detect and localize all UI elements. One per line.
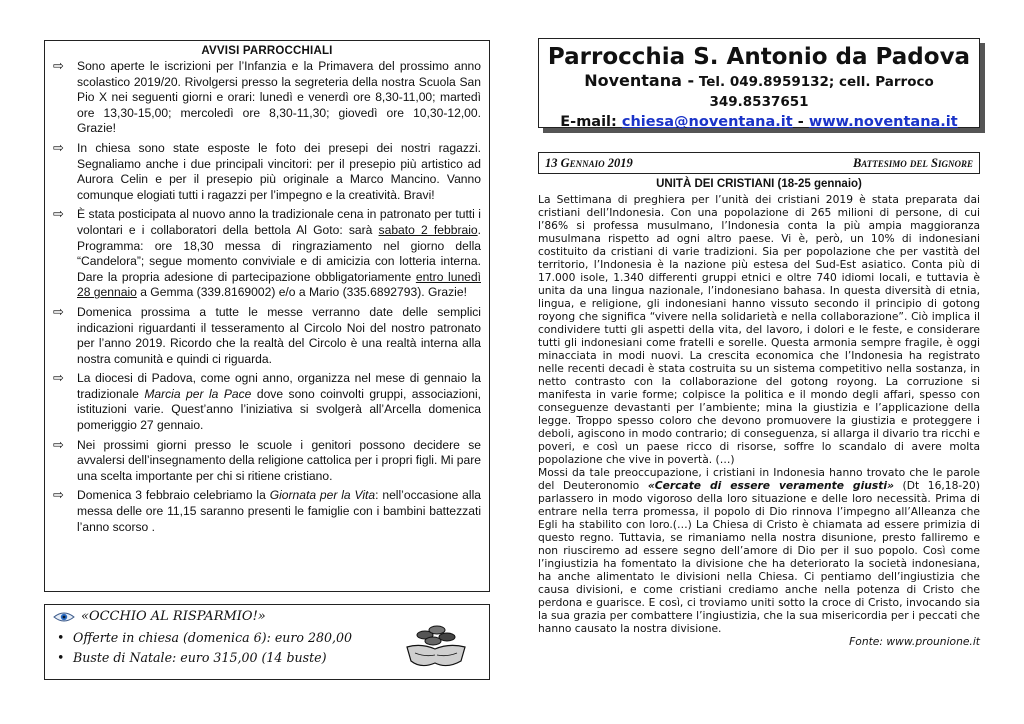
article-title: UNITÀ DEI CRISTIANI (18-25 gennaio) [656,178,862,190]
list-item: ⇨ È stata posticipata al nuovo anno la tradizionale cena in patronato per tutti i volontari e i collaboratori della bettola Al Goto: sarà sabato 2 febbraio. Programma: ore 18,30 messa di ringraziamento nel giorno della “Candelora”; segue momento conviviale e di amicizia con lotteria interna. Dare la propria adesione di partecipazione obbligatoriamente entro lunedì 28 gennaio a Gemma (339.8169002) e/o a Mario (335.6892793). Grazie! [53,207,481,300]
eye-icon [53,611,75,623]
article-body [538,193,980,648]
parish-header [538,38,980,128]
avvisi-box [44,40,490,592]
website-link[interactable]: www.noventana.it [808,114,958,130]
list-item: ⇨ Sono aperte le iscrizioni per l’Infanzia e la Primavera del prossimo anno scolastico 2019/20. Rivolgersi presso la segreteria della nostra Scuola San Pio X nei seguenti giorni e orari: lunedì e venerdì ore 8,30-11,00; martedì ore 13,30-15,00; mercoledì ore 8,30-11,30; giovedì ore 10,30-12,00. Grazie! [53,59,481,136]
list-item: ⇨ La diocesi di Padova, come ogni anno, organizza nel mese di gennaio la tradizionale Marcia per la Pace dove sono coinvolti gruppi, associazioni, istituzioni varie. Quest’anno l’iniziativa si svolgerà all’Arcella domenica pomeriggio 27 gennaio. [53,371,481,433]
article-paragraph: La Settimana di preghiera per l’unità dei cristiani 2019 è stata preparata dai cristiani dell’Indonesia. Con una popolazione di 265 milioni di persone, di cui l’86% si professa musulmano, l’Indonesia conta la più ampia maggioranza musulmana rispetto ad ogni altro paese. Vi è, però, un 10% di indonesiani costituito da cristiani di varie tradizioni. Sia per popolazione che per vastità del territorio, l’Indonesia è la nazione più estesa del Sud-Est asiatico. Conta più di 17.000 isole, 1.340 differenti gruppi etnici e oltre 740 idiomi locali, e tuttavia è unita da una lingua nazionale, l’indonesiano bahasa. In questa diversità di etnia, lingua, e religione, gli indonesiani hanno vissuto secondo il principio di gotong royong che significa “vivere nella solidarietà e nella collaborazione”. Ciò implica il condividere tutti gli aspetti della vita, del lavoro, i dolori e le feste, e considerare tutti gli indonesiani come fratelli e sorelle. Questa armonia sempre fragile, è oggi minacciata in modi nuovi. La crescita economica che l’Indonesia ha registrato nelle recenti decadi è stata costruita su un sistema competitivo nella sostanza, in netto contrasto con la collaborazione del gotong royong. La corruzione si manifesta in varie forme; colpisce la politica e il mondo degli affari, spesso con conseguenze devastanti per l’ambiente; mina la giustizia e l’applicazione della legge. Troppo spesso coloro che devono promuovere la giustizia e proteggere i deboli, agiscono in modo contrario; di conseguenza, si allarga il divario tra ricchi e poveri, e così un paese ricco di risorse, soffre lo scandalo di avere molta popolazione che vive in povertà. (…) [538,193,980,466]
arrow-icon: ⇨ [53,207,64,223]
email-link[interactable]: chiesa@noventana.it [621,114,793,130]
hands-with-coins-icon [401,617,471,671]
list-item: ⇨ Nei prossimi giorni presso le scuole i genitori possono decidere se avvalersi dell’insegnamento della religione cattolica per i propri figli. Mi pare una scelta importante per chi si ritiene cristiano. [53,437,482,483]
bible-quote: «Cercate di essere veramente giusti» [647,479,894,492]
dinner-date: sabato 2 febbraio [378,222,478,237]
liturgical-feast: Battesimo del Signore [852,155,973,170]
arrow-icon: ⇨ [53,488,64,504]
contacts-line [539,71,979,112]
list-item: ⇨ Domenica prossima a tutte le messe verranno date delle semplici indicazioni riguardanti il tesseramento al Circolo Noi del nostro patronato per l’anno 2019. Ricordo che la realtà del Circolo è una realtà interna alla nostra comunità e quindi ci riguarda. [53,304,481,366]
avvisi-list [53,59,481,535]
date-bar [538,152,980,174]
arrow-icon: ⇨ [53,59,64,74]
email-line: E-mail: chiesa@noventana.it - www.noventana.it [560,114,958,130]
article-paragraph: Mossi da tale preoccupazione, i cristiani in Indonesia hanno trovato che le parole del Deuteronomio «Cercate di essere veramente giusti» (Dt 16,18-20) parlassero in modo vigoroso della loro situazione e delle loro necessità. Prima di entrare nella terra promessa, il popolo di Dio rinnova l’impegno all’Alleanza che Egli ha stabilito con loro.(…) La Chiesa di Cristo è chiamata ad essere primizia di questo regno. Tuttavia, se rimaniamo nella nostra disunione, presto falliremo e non riusciremo ad essere segno dell’amore di Dio per il suo popolo. Così come l’ingiustizia ha fomentato la divisione che ha deteriorato la società indonesiana, ha anche alimentato le divisioni nella Chiesa. Ci pentiamo dell’ingiustizia che causa divisioni, e come cristiani crediamo anche nella potenza di Cristo che perdona e guarisce. E così, ci troviamo uniti sotto la croce di Cristo, invocando sia la sua grazia per combattere l’ingiustizia, che la sua misericordia per i peccati che hanno causato la nostra divisione. [538,466,980,635]
town-name: Noventana - [584,71,695,90]
arrow-icon: ⇨ [53,371,64,387]
arrow-icon: ⇨ [53,437,64,453]
arrow-icon: ⇨ [53,140,64,156]
phone-numbers: Tel. 049.8959132; cell. Parroco 349.8537651 [698,74,934,110]
avvisi-title: AVVISI PARROCCHIALI [201,45,333,57]
risparmio-box [44,604,490,680]
article-source: Fonte: www.prounione.it [849,635,980,648]
issue-date: 13 Gennaio 2019 [545,155,633,170]
risparmio-title: «OCCHIO AL RISPARMIO!» [81,609,266,624]
list-item: • Offerte in chiesa (domenica 6): euro 280,00 [57,628,481,648]
parish-name: Parrocchia S. Antonio da Padova [547,44,971,70]
list-item: ⇨ Domenica 3 febbraio celebriamo la Giornata per la Vita: nell’occasione alla messa delle ore 11,15 saranno presenti le famiglie con i bambini battezzati l’anno scorso . [53,488,481,534]
deadline-date: entro lunedì 28 gennaio [77,269,481,300]
list-item: • Buste di Natale: euro 315,00 (14 buste) [57,648,481,668]
list-item: ⇨ In chiesa sono state esposte le foto dei presepi dei nostri ragazzi. Segnaliamo anche i due principali vincitori: per il presepio più artistico ad Aurora Celin e per il presepio più originale a Marco Mancino. Vanno comunque elogiati tutti i ragazzi per l’impegno e la creatività. Bravi! [53,140,481,202]
arrow-icon: ⇨ [53,304,64,320]
